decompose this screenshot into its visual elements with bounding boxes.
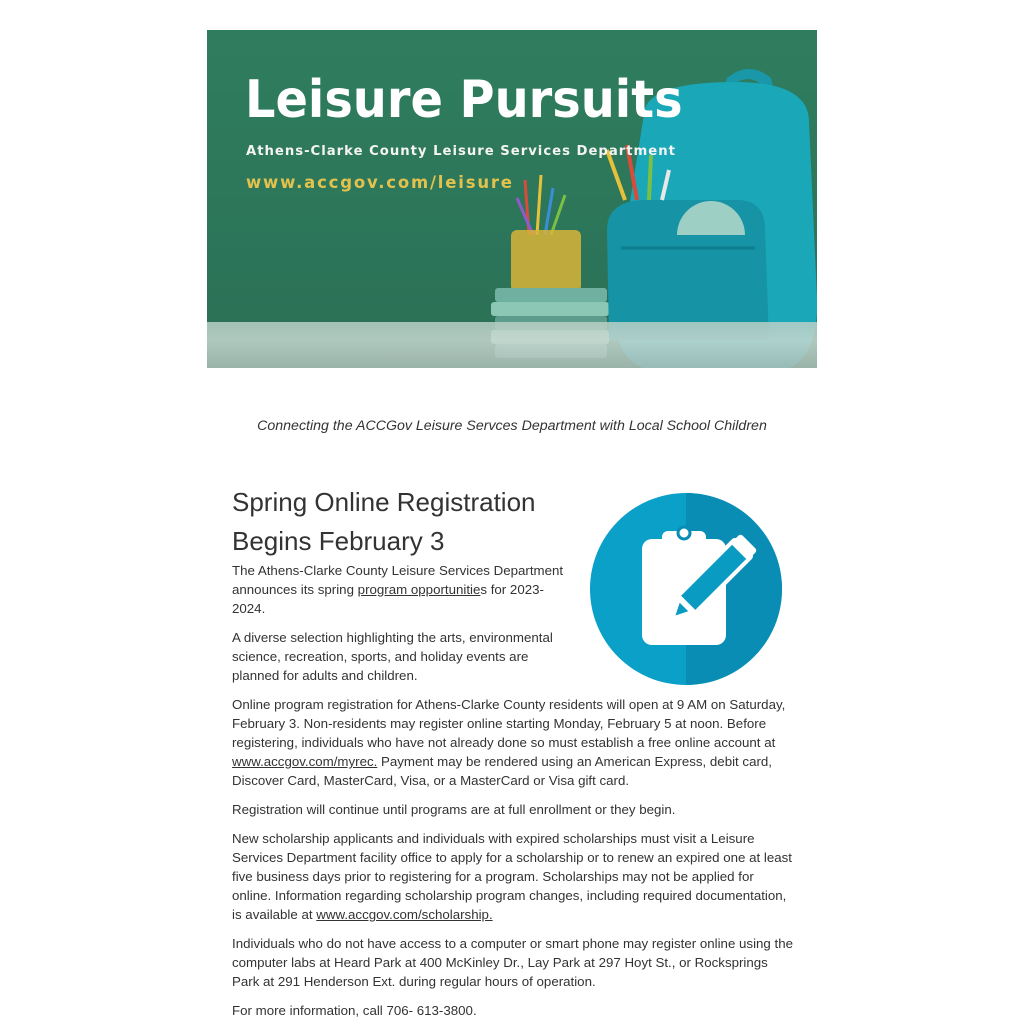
program-opportunities-link[interactable]: program opportunitie xyxy=(357,582,481,597)
pencil-cup xyxy=(511,175,581,292)
shelf-surface xyxy=(207,322,817,368)
header-banner xyxy=(207,30,817,368)
paragraph-computer-labs: Individuals who do not have access to a computer or smart phone may register online using the computer labs at Heard Park at 400 McKinley Dr., Lay Park at 297 Hoyt St., or Rocksprings Park at 291 Henderson Ext. during regular hours of operation. xyxy=(232,936,793,989)
paragraph-enrollment: Registration will continue until programs are at full enrollment or they begin. xyxy=(232,802,676,817)
paragraph-text: New scholarship applicants and individuals with expired scholarships must visit a Leisure Services Department facility office to apply for a scholarship or to renew an expired one at least five business days prior to registering for a program. Scholarships may not be applied for online. Information regarding scholarship program changes, including required documentation, is available at xyxy=(232,831,792,922)
tagline: Connecting the ACCGov Leisure Servces Department with Local School Children xyxy=(257,418,767,434)
myrec-link[interactable]: www.accgov.com/myrec. xyxy=(232,754,378,769)
paragraph-selection: A diverse selection highlighting the arts, environmental science, recreation, sports, and holiday events are planned for adults and children. xyxy=(232,630,553,683)
article-title-line-2: Begins February 3 xyxy=(232,526,445,556)
paragraph-text: Online program registration for Athens-Clarke County residents will open at 9 AM on Saturday, February 3. Non-residents may register online starting Monday, February 5 at noon. Before registering, individuals who have not already done so must establish a free online account at xyxy=(232,697,786,750)
scholarship-link[interactable]: www.accgov.com/scholarship. xyxy=(316,907,493,922)
banner-subtitle: Athens-Clarke County Leisure Services Department xyxy=(246,144,676,159)
article xyxy=(232,483,794,1030)
paragraph-announcement xyxy=(232,561,577,618)
paragraph-scholarship xyxy=(232,829,794,924)
paragraph-registration xyxy=(232,695,794,790)
banner-url: www.accgov.com/leisure xyxy=(246,173,514,192)
banner-title: Leisure Pursuits xyxy=(245,70,683,130)
article-title xyxy=(232,483,794,561)
paragraph-text: Payment may be rendered using an American Express, debit card, Discover Card, MasterCard, Visa, or a MasterCard or Visa gift card. xyxy=(232,754,772,788)
paragraph-contact: For more information, call 706- 613-3800. xyxy=(232,1003,477,1018)
article-title-line-1: Spring Online Registration xyxy=(232,487,536,517)
paragraph-text: s for 2023-2024. xyxy=(232,582,544,616)
paragraph-text: The Athens-Clarke County Leisure Services Department announces its spring xyxy=(232,563,564,597)
